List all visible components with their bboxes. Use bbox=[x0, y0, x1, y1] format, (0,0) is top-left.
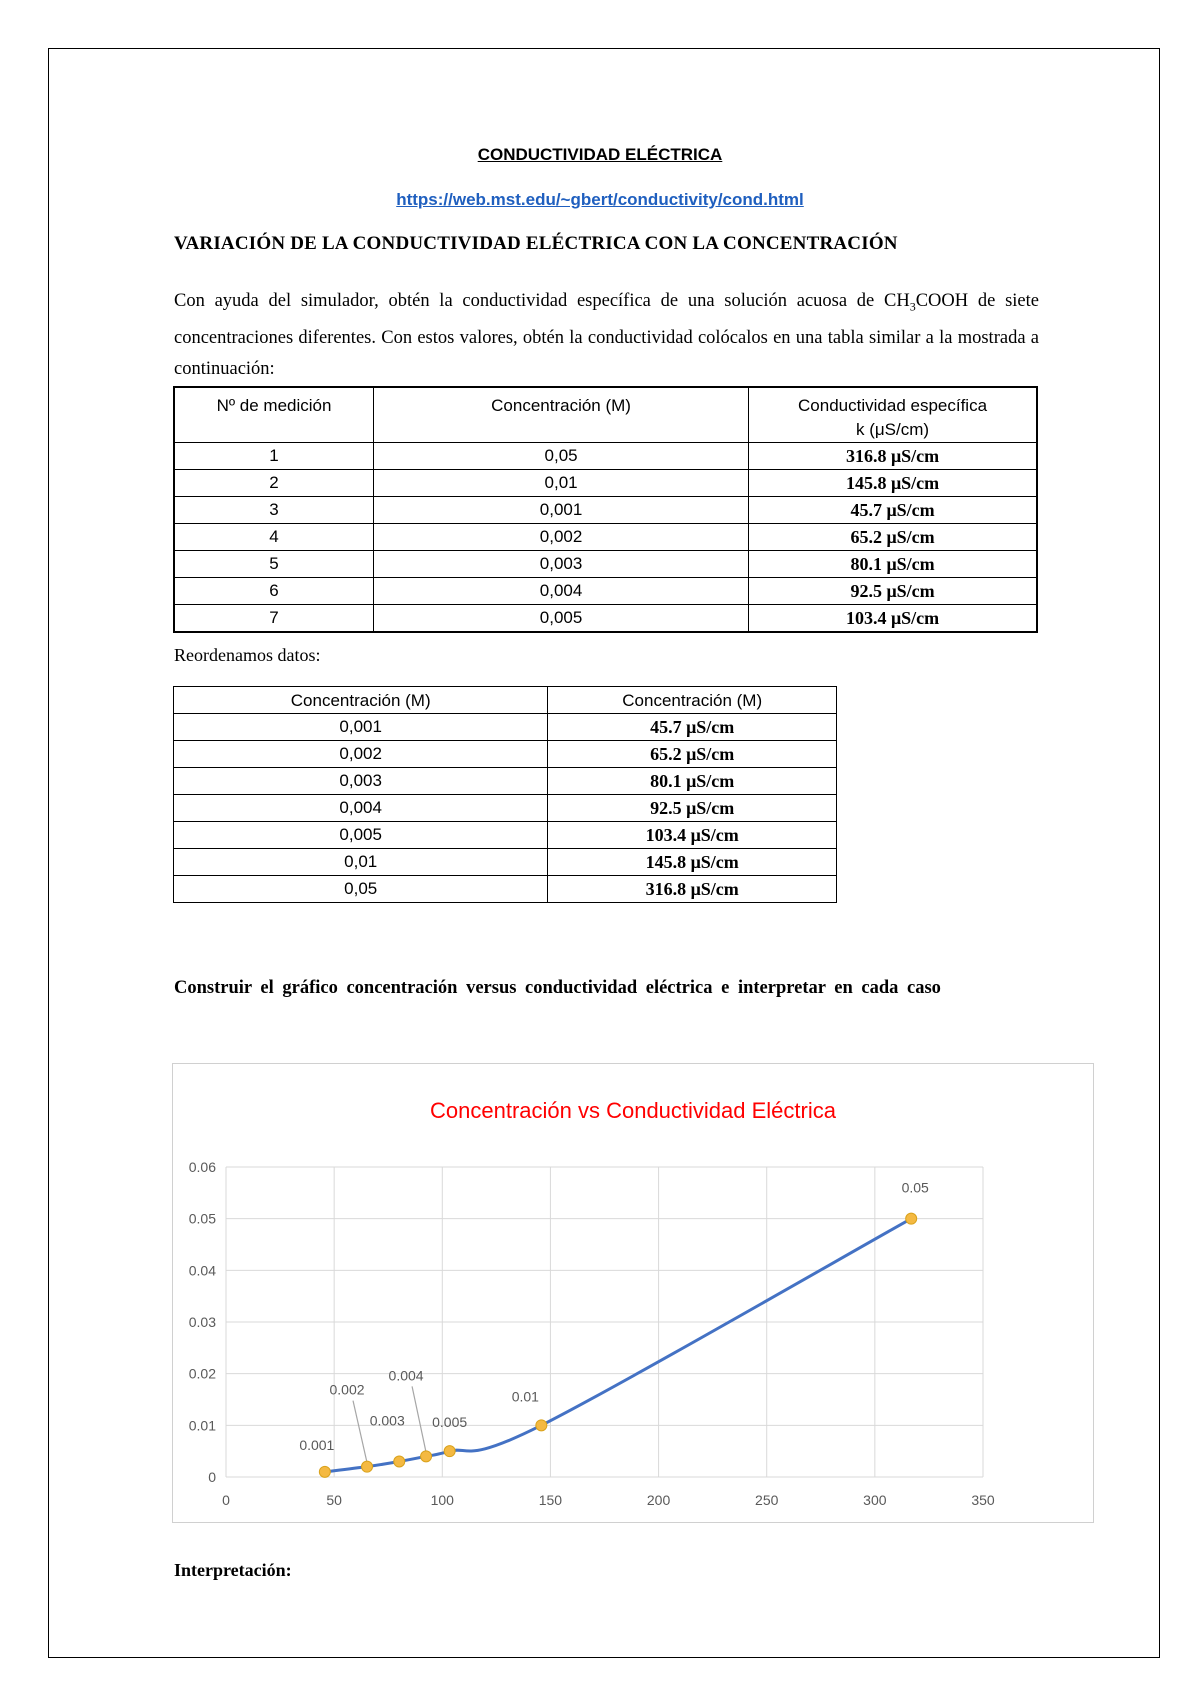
cell-concentration: 0,005 bbox=[174, 822, 548, 849]
cell-no: 4 bbox=[174, 524, 374, 551]
leader-line bbox=[412, 1386, 426, 1452]
cell-conductivity: 316.8 μS/cm bbox=[548, 876, 837, 903]
cell-concentration: 0,004 bbox=[174, 795, 548, 822]
y-tick-label: 0.05 bbox=[188, 1210, 216, 1227]
header-concentration-2: Concentración (M) bbox=[548, 687, 837, 714]
cell-concentration: 0,005 bbox=[374, 605, 749, 633]
table-row bbox=[174, 470, 1037, 497]
cell-conductivity: 45.7 μS/cm bbox=[548, 714, 837, 741]
y-tick-label: 0.03 bbox=[188, 1314, 216, 1330]
cell-no: 2 bbox=[174, 470, 374, 497]
x-tick-label: 250 bbox=[755, 1492, 779, 1508]
cell-concentration: 0,05 bbox=[374, 443, 749, 470]
x-axis-ticks bbox=[222, 1492, 995, 1508]
cell-no: 1 bbox=[174, 443, 374, 470]
chart-container bbox=[172, 1063, 1094, 1523]
y-tick-label: 0 bbox=[208, 1469, 216, 1485]
reordered-table bbox=[173, 686, 837, 903]
table-row bbox=[174, 605, 1037, 633]
header-conductivity-line2: k (μS/cm) bbox=[856, 420, 930, 439]
cell-concentration: 0,01 bbox=[174, 849, 548, 876]
data-point bbox=[319, 1466, 330, 1477]
table-row bbox=[174, 551, 1037, 578]
y-tick-label: 0.02 bbox=[188, 1365, 216, 1382]
cell-conductivity: 145.8 μS/cm bbox=[749, 470, 1037, 497]
table-row bbox=[174, 795, 837, 822]
intro-text-2: COOH de siete concentraciones diferentes. Con estos valores, obtén la conductividad colócalos en una tabla similar a la mostrada a continuación: bbox=[174, 291, 1039, 379]
data-point bbox=[444, 1446, 455, 1457]
chart-grid bbox=[226, 1167, 983, 1477]
cell-no: 7 bbox=[174, 605, 374, 633]
table-header-row bbox=[174, 687, 837, 714]
cell-conductivity: 145.8 μS/cm bbox=[548, 849, 837, 876]
x-tick-label: 100 bbox=[430, 1492, 454, 1508]
cell-concentration: 0,002 bbox=[174, 741, 548, 768]
intro-paragraph bbox=[174, 286, 1039, 385]
header-conductivity bbox=[749, 387, 1037, 443]
cell-concentration: 0,003 bbox=[174, 768, 548, 795]
chart-title: Concentración vs Conductividad Eléctrica bbox=[430, 1098, 836, 1123]
cell-conductivity: 316.8 μS/cm bbox=[749, 443, 1037, 470]
section-heading: VARIACIÓN DE LA CONDUCTIVIDAD ELÉCTRICA CON LA CONCENTRACIÓN bbox=[174, 233, 898, 254]
header-conductivity-line1: Conductividad específica bbox=[798, 396, 988, 415]
header-concentration: Concentración (M) bbox=[174, 687, 548, 714]
cell-no: 3 bbox=[174, 497, 374, 524]
x-tick-label: 0 bbox=[222, 1492, 230, 1508]
series-line bbox=[325, 1219, 911, 1472]
chart-svg bbox=[173, 1064, 1093, 1522]
data-label: 0.01 bbox=[511, 1388, 539, 1405]
cell-conductivity: 80.1 μS/cm bbox=[749, 551, 1037, 578]
x-tick-label: 50 bbox=[326, 1492, 342, 1508]
cell-conductivity: 103.4 μS/cm bbox=[749, 605, 1037, 633]
table-row bbox=[174, 578, 1037, 605]
table-row bbox=[174, 822, 837, 849]
x-tick-label: 200 bbox=[646, 1492, 671, 1508]
cell-concentration: 0,003 bbox=[374, 551, 749, 578]
measurement-table bbox=[173, 386, 1038, 633]
cell-concentration: 0,01 bbox=[374, 470, 749, 497]
x-tick-label: 150 bbox=[538, 1492, 563, 1508]
cell-conductivity: 45.7 μS/cm bbox=[749, 497, 1037, 524]
data-label: 0.004 bbox=[388, 1367, 424, 1384]
intro-text-1: Con ayuda del simulador, obtén la conductividad específica de una solución acuosa de CH bbox=[174, 291, 910, 311]
data-label: 0.005 bbox=[432, 1414, 468, 1431]
table-row bbox=[174, 849, 837, 876]
y-tick-label: 0.06 bbox=[188, 1159, 216, 1175]
header-concentration: Concentración (M) bbox=[374, 387, 749, 443]
x-tick-label: 300 bbox=[863, 1492, 887, 1508]
cell-conductivity: 92.5 μS/cm bbox=[749, 578, 1037, 605]
y-tick-label: 0.04 bbox=[188, 1262, 216, 1279]
table-row bbox=[174, 497, 1037, 524]
document-title: CONDUCTIVIDAD ELÉCTRICA bbox=[477, 145, 723, 164]
simulator-link[interactable]: https://web.mst.edu/~gbert/conductivity/cond.html bbox=[396, 190, 804, 209]
data-point bbox=[421, 1451, 432, 1462]
cell-concentration: 0,002 bbox=[374, 524, 749, 551]
table-row bbox=[174, 741, 837, 768]
cell-conductivity: 92.5 μS/cm bbox=[548, 795, 837, 822]
data-point bbox=[536, 1420, 547, 1431]
cell-conductivity: 80.1 μS/cm bbox=[548, 768, 837, 795]
cell-concentration: 0,001 bbox=[374, 497, 749, 524]
data-point bbox=[362, 1461, 373, 1472]
data-label: 0.05 bbox=[901, 1179, 929, 1196]
cell-conductivity: 103.4 μS/cm bbox=[548, 822, 837, 849]
y-tick-label: 0.01 bbox=[188, 1417, 216, 1434]
cell-conductivity: 65.2 μS/cm bbox=[749, 524, 1037, 551]
cell-conductivity: 65.2 μS/cm bbox=[548, 741, 837, 768]
cell-concentration: 0,004 bbox=[374, 578, 749, 605]
chart-series bbox=[299, 1180, 929, 1478]
table-row bbox=[174, 524, 1037, 551]
cell-no: 6 bbox=[174, 578, 374, 605]
table-row bbox=[174, 714, 837, 741]
data-label: 0.001 bbox=[299, 1436, 335, 1453]
table-row bbox=[174, 443, 1037, 470]
header-measurement-no: Nº de medición bbox=[174, 387, 374, 443]
intro-subscript: 3 bbox=[909, 299, 916, 314]
interpretation-label: Interpretación: bbox=[174, 1560, 292, 1580]
chart-heading: Construir el gráfico concentración versus conductividad eléctrica e interpretar en cada caso bbox=[174, 978, 941, 998]
reorder-label: Reordenamos datos: bbox=[174, 645, 321, 665]
table-row bbox=[174, 768, 837, 795]
cell-no: 5 bbox=[174, 551, 374, 578]
data-label: 0.002 bbox=[329, 1381, 365, 1398]
table-header-row bbox=[174, 387, 1037, 443]
cell-concentration: 0,001 bbox=[174, 714, 548, 741]
data-point bbox=[906, 1213, 917, 1224]
table-row bbox=[174, 876, 837, 903]
leader-line bbox=[353, 1401, 367, 1463]
data-label: 0.003 bbox=[369, 1412, 405, 1429]
x-tick-label: 350 bbox=[971, 1492, 995, 1508]
cell-concentration: 0,05 bbox=[174, 876, 548, 903]
data-point bbox=[394, 1456, 405, 1467]
y-axis-ticks bbox=[189, 1159, 216, 1485]
